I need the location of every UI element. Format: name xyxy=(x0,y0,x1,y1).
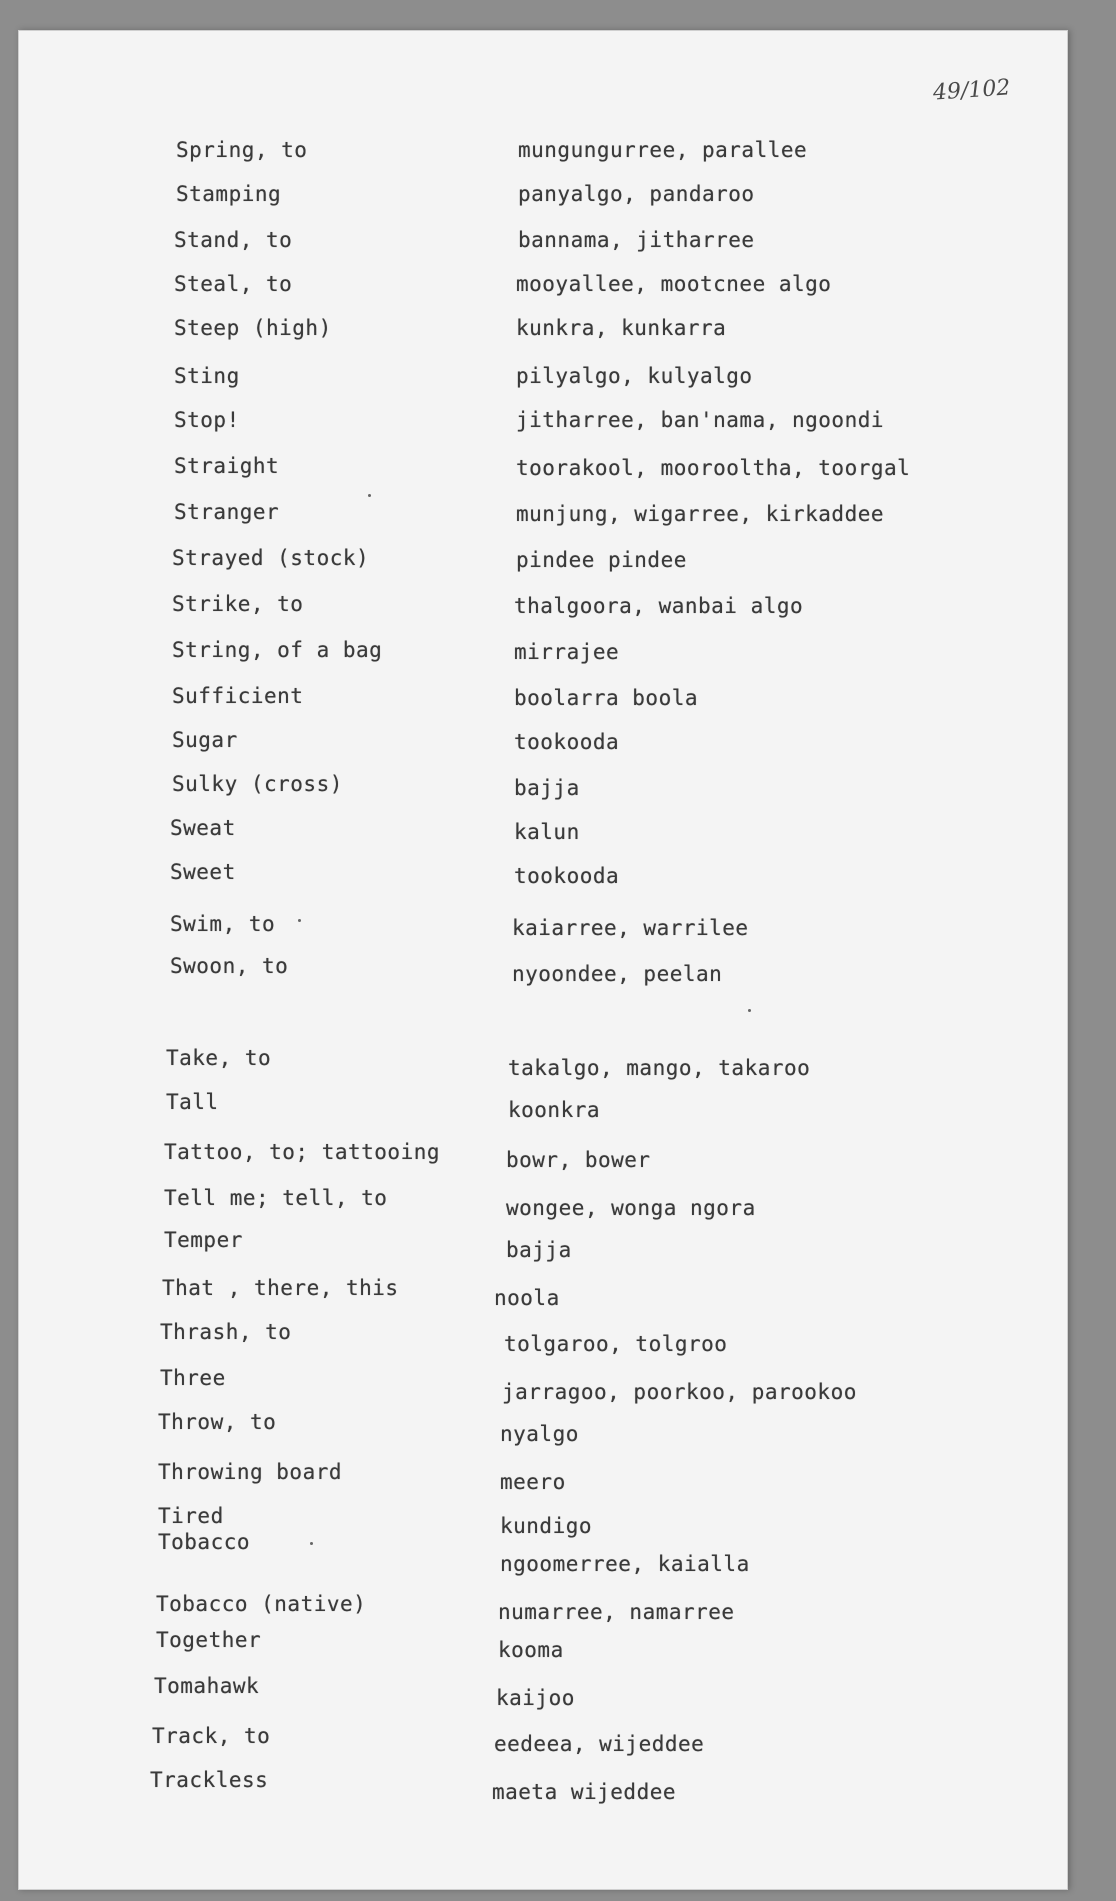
entry-term: Tattoo, to; tattooing xyxy=(164,1140,441,1164)
entry-translation: kaijoo xyxy=(496,1686,575,1710)
entry-translation: takalgo, mango, takaroo xyxy=(508,1056,811,1080)
document-page xyxy=(18,30,1068,1890)
entry-term: Throwing board xyxy=(158,1460,343,1484)
entry-translation: kalun xyxy=(514,820,580,844)
entry-translation: jitharree, ban'nama, ngoondi xyxy=(516,408,885,432)
entry-translation: bajja xyxy=(506,1238,572,1262)
entry-translation: ngoomerree, kaialla xyxy=(500,1552,750,1576)
entry-translation: nyalgo xyxy=(500,1422,579,1446)
entry-term: Stand, to xyxy=(174,228,293,252)
word-list xyxy=(18,30,1068,1890)
entry-translation: kunkra, kunkarra xyxy=(516,316,727,340)
entry-term: Tomahawk xyxy=(154,1674,260,1698)
entry-term: Tobacco xyxy=(158,1530,251,1554)
entry-term: String, of a bag xyxy=(172,638,383,662)
page-number: 49/102 xyxy=(931,75,1011,106)
entry-term: Swim, to xyxy=(170,912,276,936)
entry-translation: bajja xyxy=(514,776,580,800)
entry-translation: jarragoo, poorkoo, parookoo xyxy=(502,1380,857,1404)
entry-translation: bowr, bower xyxy=(506,1148,651,1172)
entry-translation: pilyalgo, kulyalgo xyxy=(516,364,753,388)
entry-translation: nyoondee, peelan xyxy=(512,962,723,986)
entry-translation: tookooda xyxy=(514,730,620,754)
entry-term: Thrash, to xyxy=(160,1320,292,1344)
entry-term: Sulky (cross) xyxy=(172,772,343,796)
paper-speck xyxy=(298,919,301,922)
entry-term: Sugar xyxy=(172,728,238,752)
entry-translation: kooma xyxy=(498,1638,564,1662)
entry-term: Together xyxy=(156,1628,262,1652)
entry-term: Track, to xyxy=(152,1724,271,1748)
paper-speck xyxy=(310,1542,313,1545)
entry-translation: mooyallee, mootcnee algo xyxy=(516,272,832,296)
entry-translation: kundigo xyxy=(500,1514,593,1538)
entry-term: Tired xyxy=(158,1504,224,1528)
entry-translation: koonkra xyxy=(508,1098,601,1122)
entry-translation: tookooda xyxy=(514,864,620,888)
entry-translation: panyalgo, pandaroo xyxy=(518,182,755,206)
entry-term: Steep (high) xyxy=(174,316,332,340)
entry-translation: toorakool, moorooltha, toorgal xyxy=(516,456,911,480)
entry-translation: noola xyxy=(494,1286,560,1310)
entry-translation: pindee pindee xyxy=(516,548,687,572)
entry-term: That , there, this xyxy=(162,1276,399,1300)
entry-term: Stop! xyxy=(174,408,240,432)
entry-translation: boolarra boola xyxy=(514,686,699,710)
entry-translation: meero xyxy=(500,1470,566,1494)
entry-translation: tolgaroo, tolgroo xyxy=(504,1332,728,1356)
entry-term: Sting xyxy=(174,364,240,388)
entry-term: Sweat xyxy=(170,816,236,840)
paper-speck xyxy=(368,494,371,497)
entry-term: Steal, to xyxy=(174,272,293,296)
entry-term: Straight xyxy=(174,454,280,478)
entry-term: Sufficient xyxy=(172,684,304,708)
entry-term: Strayed (stock) xyxy=(172,546,370,570)
entry-term: Stamping xyxy=(176,182,282,206)
entry-term: Swoon, to xyxy=(170,954,289,978)
entry-translation: munjung, wigarree, kirkaddee xyxy=(516,502,885,526)
entry-translation: maeta wijeddee xyxy=(492,1780,677,1804)
entry-term: Tell me; tell, to xyxy=(164,1186,388,1210)
entry-translation: kaiarree, warrilee xyxy=(512,916,749,940)
entry-term: Take, to xyxy=(166,1046,272,1070)
entry-term: Three xyxy=(160,1366,226,1390)
entry-translation: wongee, wonga ngora xyxy=(506,1196,756,1220)
entry-translation: bannama, jitharree xyxy=(518,228,755,252)
entry-term: Strike, to xyxy=(172,592,304,616)
entry-term: Tall xyxy=(166,1090,219,1114)
entry-translation: mungungurree, parallee xyxy=(518,138,808,162)
entry-translation: eedeea, wijeddee xyxy=(494,1732,705,1756)
entry-term: Spring, to xyxy=(176,138,308,162)
entry-translation: numarree, namarree xyxy=(498,1600,735,1624)
entry-translation: mirrajee xyxy=(514,640,620,664)
paper-speck xyxy=(748,1009,751,1012)
entry-term: Trackless xyxy=(150,1768,269,1792)
entry-term: Stranger xyxy=(174,500,280,524)
entry-term: Temper xyxy=(164,1228,243,1252)
entry-translation: thalgoora, wanbai algo xyxy=(514,594,804,618)
entry-term: Throw, to xyxy=(158,1410,277,1434)
entry-term: Tobacco (native) xyxy=(156,1592,367,1616)
entry-term: Sweet xyxy=(170,860,236,884)
